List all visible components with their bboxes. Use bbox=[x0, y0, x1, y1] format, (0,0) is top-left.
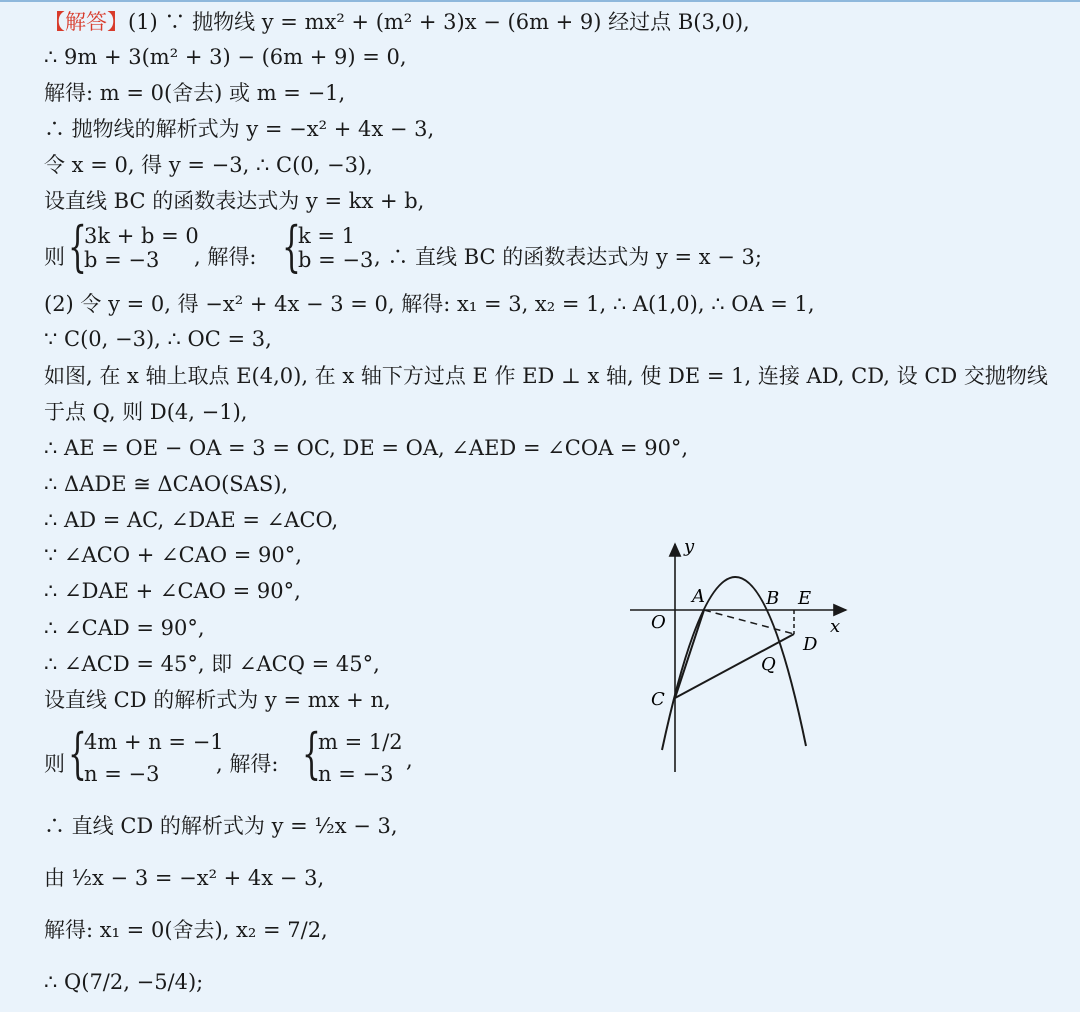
text-line-3: 解得: m = 0(舍去) 或 m = −1, bbox=[44, 81, 346, 105]
point-d-label: D bbox=[803, 634, 818, 655]
solve-label: , 解得: bbox=[216, 752, 279, 776]
system-conclusion: , ∴ 直线 BC 的函数表达式为 y = x − 3; bbox=[374, 245, 762, 269]
text-line-13: ∴ AD = AC, ∠DAE = ∠ACO, bbox=[44, 508, 339, 532]
text-line-2: ∴ 9m + 3(m² + 3) − (6m + 9) = 0, bbox=[44, 45, 407, 69]
left-brace: { bbox=[282, 215, 301, 278]
equation: 4m + n = −1 bbox=[84, 730, 224, 754]
equation: n = −3 bbox=[318, 762, 394, 786]
text-line-roots: 解得: x₁ = 0(舍去), x₂ = 7/2, bbox=[44, 918, 328, 942]
text-line-5: 令 x = 0, 得 y = −3, ∴ C(0, −3), bbox=[44, 153, 373, 177]
equation: m = 1/2 bbox=[318, 730, 403, 754]
equation: 3k + b = 0 bbox=[84, 224, 199, 248]
equation: k = 1 bbox=[298, 224, 356, 248]
equation: b = −3 bbox=[298, 248, 374, 272]
text-line-12: ∴ ΔADE ≅ ΔCAO(SAS), bbox=[44, 472, 289, 496]
text-line-q: ∴ Q(7/2, −5/4); bbox=[44, 970, 204, 994]
segment-ad-dashed bbox=[704, 610, 794, 634]
text-line-8: ∵ C(0, −3), ∴ OC = 3, bbox=[44, 327, 272, 351]
text-line-11: ∴ AE = OE − OA = 3 = OC, DE = OA, ∠AED = ∠COA = 90°, bbox=[44, 436, 689, 460]
y-axis-label: y bbox=[684, 536, 695, 557]
left-brace: { bbox=[68, 722, 87, 785]
line-text: (1) ∵ 抛物线 y = mx² + (m² + 3)x − (6m + 9) 经过点 B(3,0), bbox=[128, 10, 750, 34]
text-line-solve: 由 ½x − 3 = −x² + 4x − 3, bbox=[44, 866, 325, 890]
text-line-14: ∵ ∠ACO + ∠CAO = 90°, bbox=[44, 543, 302, 567]
system-solutions bbox=[298, 224, 373, 272]
point-c-label: C bbox=[651, 689, 665, 710]
system-equations bbox=[84, 730, 224, 786]
text-line-6: 设直线 BC 的函数表达式为 y = kx + b, bbox=[44, 189, 425, 213]
system-label: 则 bbox=[44, 245, 65, 269]
equation-system-cd bbox=[44, 722, 464, 790]
parabola-figure bbox=[620, 532, 860, 782]
origin-label: O bbox=[651, 612, 666, 633]
left-brace: { bbox=[68, 215, 87, 278]
text-line-10: 于点 Q, 则 D(4, −1), bbox=[44, 400, 248, 424]
system-solutions bbox=[318, 730, 403, 786]
text-line-4: ∴ 抛物线的解析式为 y = −x² + 4x − 3, bbox=[44, 117, 435, 141]
text-line-7: (2) 令 y = 0, 得 −x² + 4x − 3 = 0, 解得: x₁ = 3, x₂ = 1, ∴ A(1,0), ∴ OA = 1, bbox=[44, 292, 815, 316]
solve-label: , 解得: bbox=[194, 245, 257, 269]
system-equations bbox=[84, 224, 199, 272]
text-line-18: 设直线 CD 的解析式为 y = mx + n, bbox=[44, 688, 391, 712]
answer-tag: 【解答】 bbox=[44, 10, 128, 34]
text-line-9: 如图, 在 x 轴上取点 E(4,0), 在 x 轴下方过点 E 作 ED ⊥ x 轴, 使 DE = 1, 连接 AD, CD, 设 CD 交抛物线 bbox=[44, 364, 1048, 388]
equation-system-bc bbox=[44, 215, 764, 280]
point-e-label: E bbox=[798, 588, 812, 609]
system-conclusion: , bbox=[406, 748, 413, 772]
text-line-16: ∴ ∠CAD = 90°, bbox=[44, 616, 205, 640]
text-line-17: ∴ ∠ACD = 45°, 即 ∠ACQ = 45°, bbox=[44, 652, 380, 676]
point-a-label: A bbox=[692, 586, 705, 607]
text-line-15: ∴ ∠DAE + ∠CAO = 90°, bbox=[44, 579, 301, 603]
parabola-curve bbox=[662, 577, 806, 750]
left-brace: { bbox=[302, 722, 321, 785]
text-line-cd: ∴ 直线 CD 的解析式为 y = ½x − 3, bbox=[44, 814, 398, 838]
point-b-label: B bbox=[766, 588, 780, 609]
equation: n = −3 bbox=[84, 762, 160, 786]
point-q-label: Q bbox=[761, 654, 776, 675]
system-label: 则 bbox=[44, 752, 65, 776]
text-line-1 bbox=[44, 12, 750, 33]
equation: b = −3 bbox=[84, 248, 160, 272]
x-axis-label: x bbox=[830, 616, 841, 637]
